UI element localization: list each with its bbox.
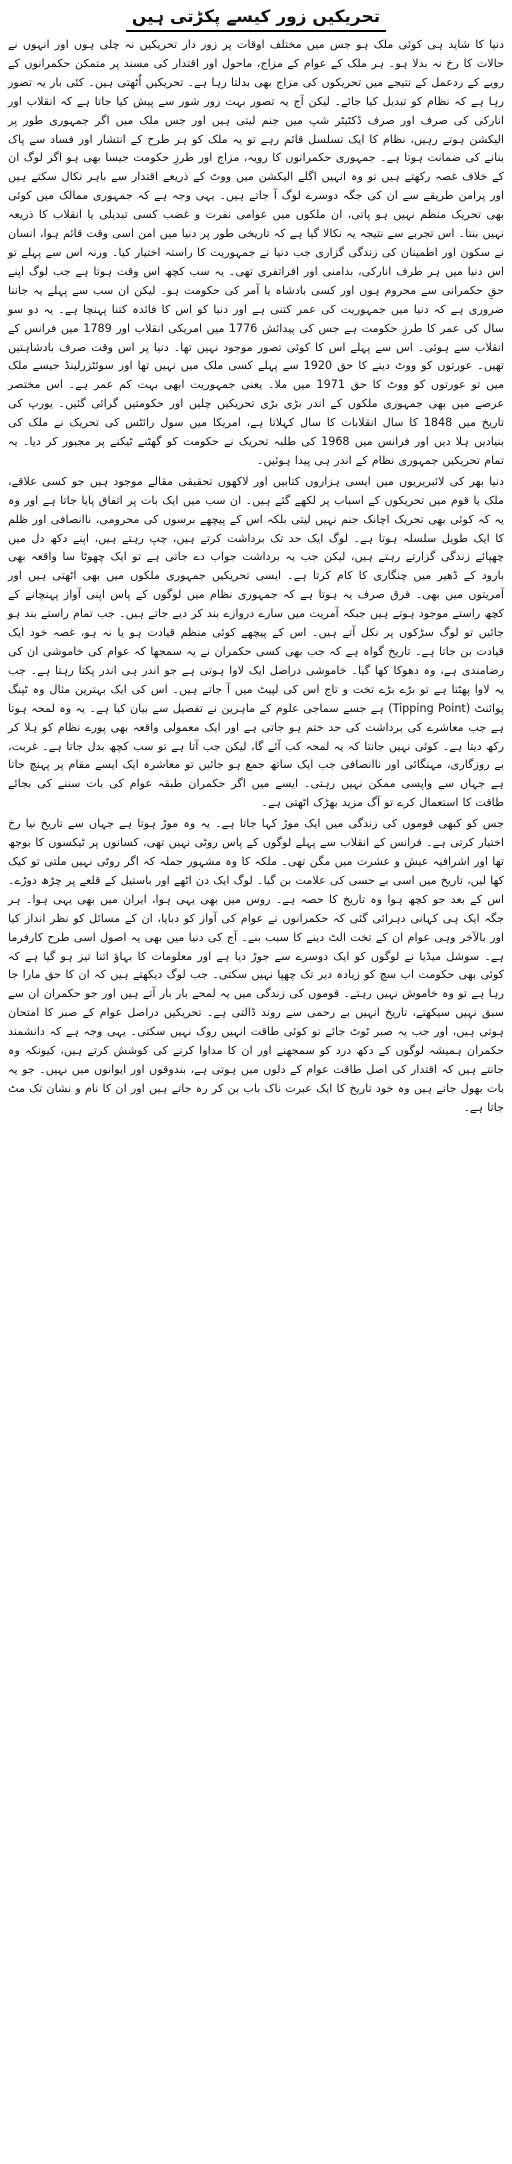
article-headline: تحریکیں زور کیسے پکڑتی ہیں (126, 6, 386, 32)
article-paragraph-2: دنیا بھر کی لائبریریوں میں ایسی ہزاروں کتابیں اور لاکھوں تحقیقی مقالے موجود ہیں جو کسی علاقے، ملک یا قوم میں تحریکوں کے اسباب پر لکھے گئے ہیں۔ ان سب میں ایک بات پر اتفاق پایا جاتا ہے اور وہ یہ کہ کوئی بھی تحریک اچانک جنم نہیں لیتی بلکہ اس کے پیچھے برسوں کی محرومی، ناانصافی اور ظلم کا ایک طویل سلسلہ ہوتا ہے۔ لوگ ایک حد تک برداشت کرتے ہیں، چپ رہتے ہیں، اپنے دکھ دل میں چھپائے زندگی گزارتے رہتے ہیں، لیکن جب یہ برداشت جواب دے جاتی ہے تو ایک چھوٹا سا واقعہ بھی بارود کے ڈھیر میں چنگاری کا کام کرتا ہے۔ ایسی تحریکیں جمہوری ملکوں میں بھی اٹھتی ہیں اور آمریتوں میں بھی۔ فرق صرف یہ ہوتا ہے کہ جمہوری نظام میں لوگوں کے پاس اپنی آواز پہنچانے کے کچھ راستے موجود ہوتے ہیں جبکہ آمریت میں سارے دروازے بند کر دیے جاتے ہیں۔ جب تمام راستے بند ہو جائیں تو لوگ سڑکوں پر نکل آتے ہیں۔ اس کے پیچھے کوئی منظم قیادت ہو یا نہ ہو، غصہ خود ایک قیادت بن جاتا ہے۔ تاریخ گواہ ہے کہ جب بھی کسی حکمران نے یہ سمجھا کہ عوام کی خاموشی ان کی رضامندی ہے، وہ دھوکا کھا گیا۔ خاموشی دراصل ایک لاوا ہوتی ہے جو اندر ہی اندر پکتا رہتا ہے۔ جب یہ لاوا پھٹتا ہے تو بڑے بڑے تخت و تاج اس کی لپیٹ میں آ جاتے ہیں۔ اس کی ایک بہترین مثال وہ ٹپنگ پوائنٹ (Tipping Point) ہے جسے سماجی علوم کے ماہرین نے تفصیل سے بیان کیا ہے۔ یہ وہ لمحہ ہوتا ہے جب معاشرے کی برداشت کی حد ختم ہو جاتی ہے اور ایک معمولی واقعہ بھی پورے نظام کو ہلا کر رکھ دیتا ہے۔ کوئی نہیں جانتا کہ یہ لمحہ کب آئے گا، لیکن جب آتا ہے تو سب کچھ بدل جاتا ہے۔ غربت، بے روزگاری، مہنگائی اور ناانصافی جب ایک ساتھ جمع ہو جائیں تو معاشرہ ایک ایسے مقام پر پہنچ جاتا ہے جہاں سے واپسی ممکن نہیں رہتی۔ ایسے میں اگر حکمران طبقہ عوام کی بات سننے کی بجائے طاقت کا استعمال کرے تو آگ مزید بھڑک اٹھتی ہے۔ (8, 474, 504, 810)
headline-wrapper (8, 6, 504, 32)
article-paragraph-3: جس کو کبھی قوموں کی زندگی میں ایک موڑ کہا جاتا ہے۔ یہ وہ موڑ ہوتا ہے جہاں سے تاریخ نیا رخ اختیار کرتی ہے۔ فرانس کے انقلاب سے پہلے لوگوں کے پاس روٹی نہیں تھی، کسانوں پر ٹیکسوں کا بوجھ تھا اور اشرافیہ عیش و عشرت میں مگن تھی۔ ملکہ کا وہ مشہور جملہ کہ اگر روٹی نہیں ملتی تو کیک کھا لیں، تاریخ میں اسی بے حسی کی علامت بن گیا۔ لوگ ایک دن اٹھے اور باستیل کے قلعے پر چڑھ دوڑے۔ اس کے بعد جو کچھ ہوا وہ تاریخ کا حصہ ہے۔ روس میں بھی یہی ہوا، ایران میں بھی یہی ہوا۔ ہر جگہ ایک ہی کہانی دہرائی گئی کہ حکمرانوں نے عوام کی آواز کو دبایا، ان کے مسائل کو نظر انداز کیا اور بالآخر وہی عوام ان کے تخت الٹ دینے کا سبب بنے۔ آج کی دنیا میں بھی یہ اصول اسی طرح کارفرما ہے۔ سوشل میڈیا نے لوگوں کو ایک دوسرے سے جوڑ دیا ہے اور معلومات کا بہاؤ اتنا تیز ہو گیا ہے کہ کوئی بھی حکومت اب سچ کو زیادہ دیر تک چھپا نہیں سکتی۔ جب لوگ دیکھتے ہیں کہ ان کا حق مارا جا رہا ہے تو وہ خاموش نہیں رہتے۔ قوموں کی زندگی میں یہ لمحے بار بار آتے ہیں اور جو حکمران ان سے سبق نہیں سیکھتے، تاریخ انہیں بے رحمی سے روند ڈالتی ہے۔ تحریکیں دراصل عوام کے صبر کا امتحان ہوتی ہیں، اور جب یہ صبر ٹوٹ جائے تو کوئی طاقت انہیں روک نہیں سکتی۔ یہی وجہ ہے کہ دانشمند حکمران ہمیشہ لوگوں کے دکھ درد کو سمجھنے اور ان کا مداوا کرنے کی کوشش کرتے ہیں، کیونکہ وہ جانتے ہیں کہ اقتدار کی اصل طاقت عوام کے دلوں میں ہوتی ہے، بندوقوں اور ایوانوں میں نہیں۔ جو یہ بات بھول جاتے ہیں وہ خود تاریخ کا ایک عبرت ناک باب بن کر رہ جاتے ہیں اور ان کا نام و نشان تک مٹ جاتا ہے۔ (8, 817, 504, 1114)
article-paragraph-1: دنیا کا شاید ہی کوئی ملک ہو جس میں مختلف اوقات پر زور دار تحریکیں نہ چلی ہوں اور انہوں نے حالات کا رخ نہ بدلا ہو۔ ہر ملک کے عوام کے مزاج، ماحول اور اقتدار کی مسند پر متمکن حکمرانوں کے رویے کے ردعمل کے نتیجے میں تحریکوں کی مزاج بھی بدلتا رہا ہے۔ تحریکیں اُٹھتی ہیں۔ کئی بار یہ تصور رہا ہے کہ نظام کو تبدیل کیا جائے۔ لیکن آج یہ تصور بہت زور شور سے پیش کیا جاتا ہے کہ انقلاب اور انارکی کی صرف اور صرف ڈکٹیٹر شپ میں جنم لیتی ہیں اور جس ملک میں اگر جمہوری طور پر الیکشن ہوتے رہیں، نظام کا ایک تسلسل قائم رہے تو یہ ملک کو ہر طرح کے انتشار اور فساد سے پاک بنانے کی ضمانت ہوتا ہے۔ جمہوری حکمرانوں کا رویہ، مزاج اور طرزِ حکومت جیسا بھی ہو اگر لوگ ان کے خلاف غصہ رکھتے ہیں تو وہ انہیں اگلے الیکشن میں ووٹ کے ذریعے اقتدار سے باہر نکال سکتے ہیں اور پرامن طریقے سے ان کی جگہ دوسرے لوگ آ جاتے ہیں۔ یہی وجہ ہے کہ جمہوری ممالک میں کوئی بھی تحریک منظم نہیں ہو پاتی، ان ملکوں میں عوامی نفرت و غضب کسی تبدیلی یا انقلاب کا ذریعہ نہیں بنتا۔ اس تجربے سے نتیجہ یہ نکالا گیا ہے کہ تاریخی طور پر دنیا میں امن اسی وقت قائم ہوا، انسان نے سکون اور اطمینان کی زندگی گزاری جب دنیا نے جمہوریت کا راستہ اختیار کیا۔ ورنہ اس سے پہلے تو اس دنیا میں ہر طرف انارکی، بدامنی اور افراتفری تھی۔ یہ سب کچھ اس وقت ہوتا ہے جب لوگ اپنے حقِ حکمرانی سے محروم ہوں اور کسی بادشاہ یا آمر کی حکومت ہو۔ لیکن ان سب سے پہلے یہ جاننا ضروری ہے کہ دنیا میں جمہوریت کی عمر کتنی ہے اور دنیا کو اس کا فائدہ کتنا پہنچا ہے۔ یہ دو سو سال کی عمر کا طرزِ حکومت ہے جس کی پیدائش 1776 میں امریکی انقلاب اور 1789 میں فرانس کے انقلاب سے ہوئی۔ اس سے پہلے اس کا کوئی تصور موجود نہیں تھا۔ دنیا پر اس وقت صرف بادشاہتیں تھیں۔ عورتوں کو ووٹ دینے کا حق 1920 سے پہلے کسی ملک میں نہیں تھا اور سوئٹزرلینڈ جیسے ملک میں تو عورتوں کو ووٹ کا حق 1971 میں ملا۔ یعنی جمہوریت ابھی بہت کم عمر ہے۔ اس مختصر عرصے میں بھی جمہوری ملکوں کے اندر بڑی بڑی تحریکیں چلیں اور حکومتیں گرائی گئیں۔ یورپ کی تاریخ میں 1848 کا سال انقلابات کا سال کہلاتا ہے، امریکا میں سول رائٹس کی تحریک نے ملک کی بنیادیں ہلا دیں اور فرانس میں 1968 کی طلبہ تحریک نے حکومت کو گھٹنے ٹیکنے پر مجبور کر دیا۔ یہ تمام تحریکیں جمہوری نظام کے اندر ہی پیدا ہوئیں۔ (7, 38, 504, 467)
